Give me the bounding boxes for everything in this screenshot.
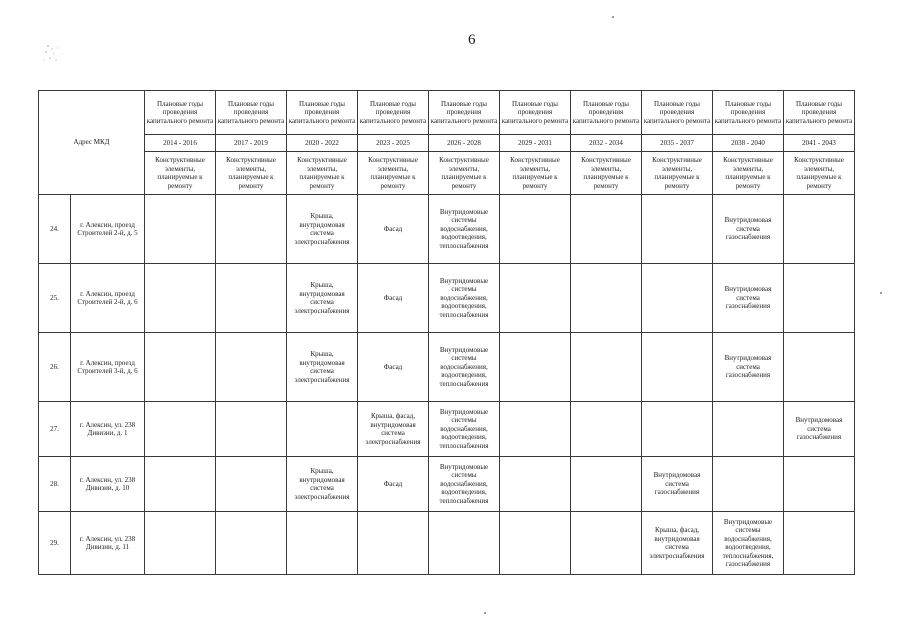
period-header: 2029 - 2031 xyxy=(500,135,571,152)
header-row-plan xyxy=(39,91,855,135)
period-header: 2017 - 2019 xyxy=(216,135,287,152)
repair-elements-cell: Крыша, фасад, внутридомовая система электроснабжения xyxy=(642,512,713,575)
header-row-periods xyxy=(39,135,855,152)
repair-elements-cell xyxy=(145,512,216,575)
period-header: 2038 - 2040 xyxy=(713,135,784,152)
elements-header: Конструктивные элементы, планируемые к ремонту xyxy=(500,152,571,195)
repair-elements-cell xyxy=(145,333,216,402)
repair-elements-cell xyxy=(500,457,571,512)
row-number: 28. xyxy=(39,457,71,512)
repair-elements-cell xyxy=(216,512,287,575)
repair-elements-cell xyxy=(642,333,713,402)
elements-header: Конструктивные элементы, планируемые к ремонту xyxy=(571,152,642,195)
building-address: г. Алексин, проезд Строителей 3-й, д. 6 xyxy=(71,333,145,402)
repair-elements-cell xyxy=(642,402,713,457)
building-address: г. Алексин, ул. 238 Дивизии, д. 10 xyxy=(71,457,145,512)
repair-elements-cell xyxy=(642,195,713,264)
repair-elements-cell: Внутридомовые системы водоснабжения, водоотведения, теплоснабжения xyxy=(429,195,500,264)
elements-header: Конструктивные элементы, планируемые к ремонту xyxy=(287,152,358,195)
capital-repair-plan-table xyxy=(38,90,855,575)
repair-elements-cell: Фасад xyxy=(358,264,429,333)
elements-header: Конструктивные элементы, планируемые к ремонту xyxy=(145,152,216,195)
elements-header: Конструктивные элементы, планируемые к ремонту xyxy=(358,152,429,195)
building-address: г. Алексин, проезд Строителей 2-й, д. 5 xyxy=(71,195,145,264)
repair-elements-cell: Крыша, внутридомовая система электроснабжения xyxy=(287,264,358,333)
repair-elements-cell: Фасад xyxy=(358,457,429,512)
repair-elements-cell xyxy=(429,512,500,575)
period-header: 2020 - 2022 xyxy=(287,135,358,152)
page-number: 6 xyxy=(468,32,476,48)
period-header: 2023 - 2025 xyxy=(358,135,429,152)
repair-elements-cell xyxy=(500,264,571,333)
repair-elements-cell xyxy=(500,333,571,402)
elements-header: Конструктивные элементы, планируемые к ремонту xyxy=(713,152,784,195)
table-row xyxy=(39,402,855,457)
repair-elements-cell xyxy=(571,512,642,575)
repair-elements-cell: Внутридомовые системы водоснабжения, водоотведения, теплоснабжения xyxy=(429,402,500,457)
repair-elements-cell: Фасад xyxy=(358,195,429,264)
repair-elements-cell: Внутридомовые системы водоснабжения, водоотведения, теплоснабжения xyxy=(429,333,500,402)
repair-elements-cell xyxy=(784,195,855,264)
header-row-elements xyxy=(39,152,855,195)
table-row xyxy=(39,333,855,402)
repair-elements-cell xyxy=(216,264,287,333)
elements-header: Конструктивные элементы, планируемые к ремонту xyxy=(216,152,287,195)
plan-years-header: Плановые годы проведения капитального ремонта xyxy=(713,91,784,135)
repair-elements-cell: Внутридомовые системы водоснабжения, водоотведения, теплоснабжения xyxy=(429,457,500,512)
elements-header: Конструктивные элементы, планируемые к ремонту xyxy=(429,152,500,195)
row-number: 24. xyxy=(39,195,71,264)
period-header: 2032 - 2034 xyxy=(571,135,642,152)
row-number: 25. xyxy=(39,264,71,333)
repair-elements-cell xyxy=(358,512,429,575)
repair-elements-cell xyxy=(287,402,358,457)
table-row xyxy=(39,457,855,512)
repair-elements-cell xyxy=(500,195,571,264)
plan-years-header: Плановые годы проведения капитального ремонта xyxy=(571,91,642,135)
repair-elements-cell xyxy=(500,402,571,457)
period-header: 2026 - 2028 xyxy=(429,135,500,152)
repair-elements-cell xyxy=(145,195,216,264)
building-address: г. Алексин, ул. 238 Дивизии, д. 1 xyxy=(71,402,145,457)
plan-years-header: Плановые годы проведения капитального ремонта xyxy=(287,91,358,135)
repair-elements-cell: Крыша, внутридомовая система электроснабжения xyxy=(287,333,358,402)
repair-elements-cell: Крыша, внутридомовая система электроснабжения xyxy=(287,457,358,512)
repair-elements-cell xyxy=(216,333,287,402)
repair-elements-cell: Фасад xyxy=(358,333,429,402)
plan-years-header: Плановые годы проведения капитального ремонта xyxy=(500,91,571,135)
repair-elements-cell: Крыша, внутридомовая система электроснабжения xyxy=(287,195,358,264)
repair-elements-cell xyxy=(713,457,784,512)
repair-elements-cell: Внутридомовая система газоснабжения xyxy=(642,457,713,512)
repair-elements-cell xyxy=(145,264,216,333)
repair-elements-cell: Внутридомовая система газоснабжения xyxy=(713,264,784,333)
plan-years-header: Плановые годы проведения капитального ремонта xyxy=(358,91,429,135)
repair-elements-cell: Крыша, фасад, внутридомовая система электроснабжения xyxy=(358,402,429,457)
row-number: 27. xyxy=(39,402,71,457)
address-header: Адрес МКД xyxy=(39,91,145,195)
table-row xyxy=(39,264,855,333)
repair-elements-cell: Внутридомовая система газоснабжения xyxy=(713,333,784,402)
plan-years-header: Плановые годы проведения капитального ремонта xyxy=(145,91,216,135)
plan-years-header: Плановые годы проведения капитального ремонта xyxy=(429,91,500,135)
scan-dot xyxy=(612,16,614,18)
period-header: 2035 - 2037 xyxy=(642,135,713,152)
elements-header: Конструктивные элементы, планируемые к ремонту xyxy=(784,152,855,195)
row-number: 26. xyxy=(39,333,71,402)
row-number: 29. xyxy=(39,512,71,575)
repair-elements-cell: Внутридомовая система газоснабжения xyxy=(713,195,784,264)
repair-elements-cell xyxy=(784,512,855,575)
repair-elements-cell xyxy=(713,402,784,457)
plan-years-header: Плановые годы проведения капитального ремонта xyxy=(216,91,287,135)
repair-elements-cell xyxy=(642,264,713,333)
repair-elements-cell xyxy=(571,195,642,264)
repair-elements-cell xyxy=(216,457,287,512)
building-address: г. Алексин, ул. 238 Дивизии, д. 11 xyxy=(71,512,145,575)
repair-elements-cell: Внутридомовая система газоснабжения xyxy=(784,402,855,457)
repair-elements-cell xyxy=(216,402,287,457)
repair-elements-cell xyxy=(145,457,216,512)
plan-years-header: Плановые годы проведения капитального ремонта xyxy=(784,91,855,135)
elements-header: Конструктивные элементы, планируемые к ремонту xyxy=(642,152,713,195)
scan-artifact-icon xyxy=(40,40,76,76)
repair-elements-cell: Внутридомовые системы водоснабжения, водоотведения, теплоснабжения xyxy=(429,264,500,333)
repair-elements-cell xyxy=(145,402,216,457)
scan-dot xyxy=(484,612,486,614)
repair-elements-cell xyxy=(571,457,642,512)
repair-elements-cell xyxy=(216,195,287,264)
table-row xyxy=(39,512,855,575)
period-header: 2014 - 2016 xyxy=(145,135,216,152)
repair-elements-cell xyxy=(571,333,642,402)
repair-elements-cell xyxy=(500,512,571,575)
table-row xyxy=(39,195,855,264)
repair-elements-cell xyxy=(571,264,642,333)
repair-elements-cell: Внутридомовые системы водоснабжения, водоотведения, теплоснабжения, газоснабжения xyxy=(713,512,784,575)
plan-years-header: Плановые годы проведения капитального ремонта xyxy=(642,91,713,135)
repair-elements-cell xyxy=(784,264,855,333)
repair-elements-cell xyxy=(571,402,642,457)
building-address: г. Алексин, проезд Строителей 2-й, д. 6 xyxy=(71,264,145,333)
scan-dot xyxy=(880,292,882,294)
repair-elements-cell xyxy=(287,512,358,575)
repair-elements-cell xyxy=(784,457,855,512)
period-header: 2041 - 2043 xyxy=(784,135,855,152)
repair-elements-cell xyxy=(784,333,855,402)
